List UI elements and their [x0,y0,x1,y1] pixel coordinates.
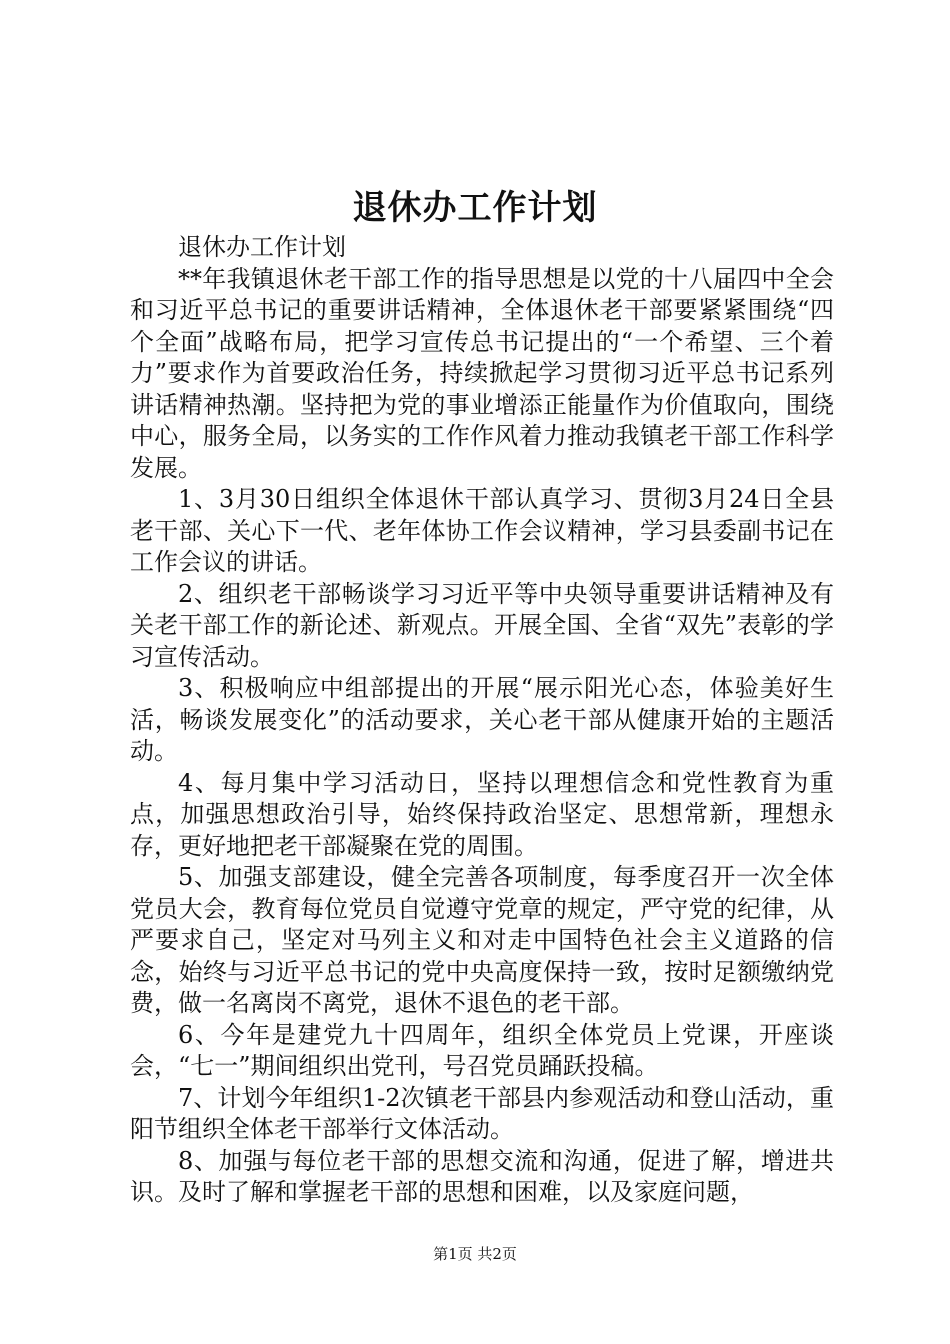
document-title: 退休办工作计划 [352,188,598,228]
page-number-footer: 第1页 共2页 [433,1245,517,1263]
document-body [130,232,834,1209]
paragraph-item-2: 2、组织老干部畅谈学习习近平等中央领导重要讲话精神及有关老干部工作的新论述、新观点。开展全国、全省“双先”表彰的学习宣传活动。 [130,579,834,671]
paragraph-item-8: 8、加强与每位老干部的思想交流和沟通，促进了解，增进共识。及时了解和掌握老干部的思想和困难，以及家庭问题， [130,1146,834,1206]
paragraph-item-4: 4、每月集中学习活动日，坚持以理想信念和党性教育为重点，加强思想政治引导，始终保持政治坚定、思想常新，理想永存，更好地把老干部凝聚在党的周围。 [130,768,834,860]
paragraph-item-7: 7、计划今年组织1-2次镇老干部县内参观活动和登山活动，重阳节组织全体老干部举行文体活动。 [130,1083,834,1143]
paragraph-item-3: 3、积极响应中组部提出的开展“展示阳光心态，体验美好生活，畅谈发展变化”的活动要求，关心老干部从健康开始的主题活动。 [130,674,834,765]
paragraph-item-5: 5、加强支部建设，健全完善各项制度，每季度召开一次全体党员大会，教育每位党员自觉遵守党章的规定，严守党的纪律，从严要求自己，坚定对马列主义和对走中国特色社会主义道路的信念，始终与习近平总书记的党中央高度保持一致，按时足额缴纳党费，做一名离岗不离党，退休不退色的老干部。 [130,863,834,1017]
paragraph-item-1: 1、3月30日组织全体退休干部认真学习、贯彻3月24日全县老干部、关心下一代、老年体协工作会议精神，学习县委副书记在工作会议的讲话。 [130,485,834,576]
paragraph-item-6: 6、今年是建党九十四周年，组织全体党员上党课，开座谈会，“七一”期间组织出党刊，号召党员踊跃投稿。 [130,1020,834,1080]
paragraph-subtitle: 退休办工作计划 [178,233,346,261]
paragraph-intro: **年我镇退休老干部工作的指导思想是以党的十八届四中全会和习近平总书记的重要讲话精神，全体退休老干部要紧紧围绕“四个全面”战略布局，把学习宣传总书记提出的“一个希望、三个着力”要求作为首要政治任务，持续掀起学习贯彻习近平总书记系列讲话精神热潮。坚持把为党的事业增添正能量作为价值取向，围绕中心，服务全局，以务实的工作作风着力推动我镇老干部工作科学发展。 [130,264,834,482]
